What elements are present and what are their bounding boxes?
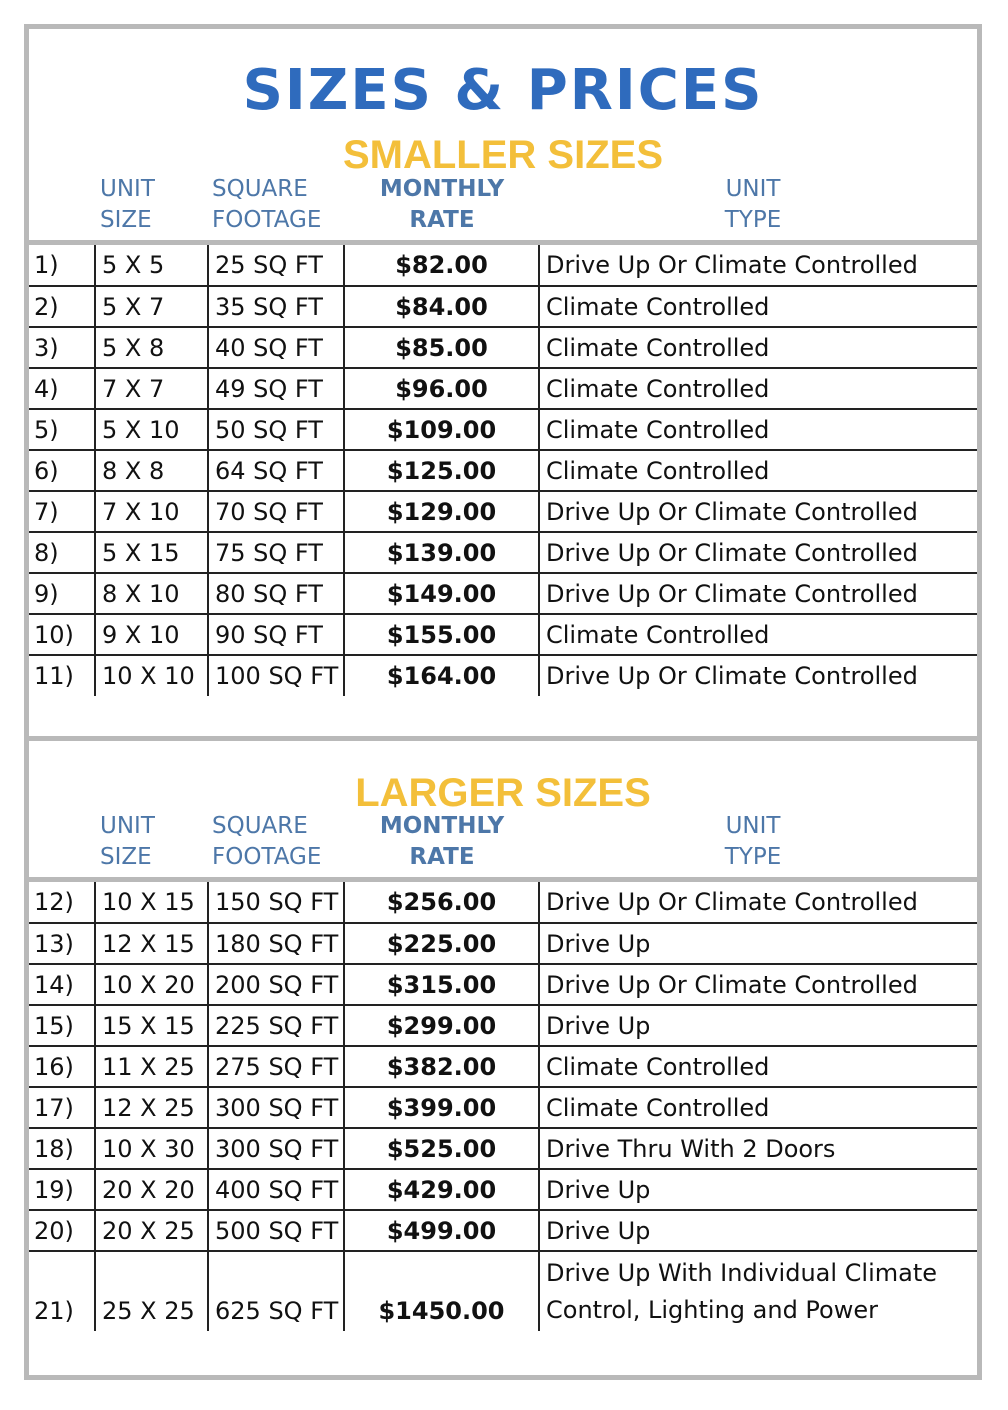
header-monthly-rate: MONTHLY RATE bbox=[379, 176, 505, 233]
monthly-rate-cell: $155.00 bbox=[344, 614, 539, 655]
unit-size-cell: 25 X 25 bbox=[95, 1251, 208, 1331]
header-square-footage: SQUARE FOOTAGE bbox=[212, 176, 322, 233]
unit-type-cell: Drive Up With Individual Climate Control, Lighting and Power bbox=[539, 1251, 977, 1331]
section-divider bbox=[29, 736, 977, 741]
table-row bbox=[29, 245, 977, 286]
square-footage-cell: 275 SQ FT bbox=[208, 1046, 344, 1087]
table-row bbox=[29, 1046, 977, 1087]
unit-size-cell: 11 X 25 bbox=[95, 1046, 208, 1087]
unit-type-cell: Drive Up bbox=[539, 1210, 977, 1251]
unit-type-cell: Climate Controlled bbox=[539, 286, 977, 327]
square-footage-cell: 300 SQ FT bbox=[208, 1087, 344, 1128]
price-sheet bbox=[24, 24, 982, 1380]
row-number: 17) bbox=[29, 1087, 95, 1128]
monthly-rate-cell: $164.00 bbox=[344, 655, 539, 696]
monthly-rate-cell: $525.00 bbox=[344, 1128, 539, 1169]
row-number: 10) bbox=[29, 614, 95, 655]
monthly-rate-cell: $256.00 bbox=[344, 882, 539, 923]
square-footage-cell: 300 SQ FT bbox=[208, 1128, 344, 1169]
square-footage-cell: 625 SQ FT bbox=[208, 1251, 344, 1331]
unit-type-cell: Climate Controlled bbox=[539, 409, 977, 450]
row-number: 20) bbox=[29, 1210, 95, 1251]
unit-size-cell: 5 X 8 bbox=[95, 327, 208, 368]
unit-size-cell: 12 X 25 bbox=[95, 1087, 208, 1128]
header-monthly-rate: MONTHLY RATE bbox=[379, 813, 505, 870]
square-footage-cell: 35 SQ FT bbox=[208, 286, 344, 327]
monthly-rate-cell: $139.00 bbox=[344, 532, 539, 573]
unit-size-cell: 10 X 20 bbox=[95, 964, 208, 1005]
monthly-rate-cell: $125.00 bbox=[344, 450, 539, 491]
row-number: 12) bbox=[29, 882, 95, 923]
square-footage-cell: 50 SQ FT bbox=[208, 409, 344, 450]
table-row bbox=[29, 491, 977, 532]
row-number: 3) bbox=[29, 327, 95, 368]
square-footage-cell: 150 SQ FT bbox=[208, 882, 344, 923]
header-unit-type: UNIT TYPE bbox=[724, 813, 782, 870]
monthly-rate-cell: $225.00 bbox=[344, 923, 539, 964]
monthly-rate-cell: $299.00 bbox=[344, 1005, 539, 1046]
monthly-rate-cell: $382.00 bbox=[344, 1046, 539, 1087]
unit-size-cell: 5 X 15 bbox=[95, 532, 208, 573]
unit-size-cell: 10 X 10 bbox=[95, 655, 208, 696]
unit-type-cell: Drive Thru With 2 Doors bbox=[539, 1128, 977, 1169]
monthly-rate-cell: $109.00 bbox=[344, 409, 539, 450]
row-number: 15) bbox=[29, 1005, 95, 1046]
monthly-rate-cell: $149.00 bbox=[344, 573, 539, 614]
square-footage-cell: 225 SQ FT bbox=[208, 1005, 344, 1046]
table-row bbox=[29, 573, 977, 614]
header-unit-size: UNIT SIZE bbox=[100, 176, 155, 233]
larger-sizes-table bbox=[29, 882, 977, 1331]
row-number: 5) bbox=[29, 409, 95, 450]
row-number: 7) bbox=[29, 491, 95, 532]
unit-type-cell: Drive Up Or Climate Controlled bbox=[539, 964, 977, 1005]
row-number: 18) bbox=[29, 1128, 95, 1169]
square-footage-cell: 180 SQ FT bbox=[208, 923, 344, 964]
row-number: 4) bbox=[29, 368, 95, 409]
monthly-rate-cell: $499.00 bbox=[344, 1210, 539, 1251]
square-footage-cell: 90 SQ FT bbox=[208, 614, 344, 655]
square-footage-cell: 75 SQ FT bbox=[208, 532, 344, 573]
unit-type-cell: Climate Controlled bbox=[539, 614, 977, 655]
table-row bbox=[29, 532, 977, 573]
smaller-sizes-table bbox=[29, 245, 977, 696]
unit-type-cell: Climate Controlled bbox=[539, 1046, 977, 1087]
square-footage-cell: 64 SQ FT bbox=[208, 450, 344, 491]
table-row bbox=[29, 1128, 977, 1169]
header-square-footage: SQUARE FOOTAGE bbox=[212, 813, 322, 870]
unit-size-cell: 8 X 8 bbox=[95, 450, 208, 491]
unit-type-cell: Climate Controlled bbox=[539, 327, 977, 368]
unit-type-cell: Drive Up bbox=[539, 923, 977, 964]
monthly-rate-cell: $96.00 bbox=[344, 368, 539, 409]
table-row bbox=[29, 1005, 977, 1046]
table-row bbox=[29, 882, 977, 923]
unit-type-cell: Drive Up Or Climate Controlled bbox=[539, 532, 977, 573]
table-row bbox=[29, 450, 977, 491]
monthly-rate-cell: $429.00 bbox=[344, 1169, 539, 1210]
row-number: 2) bbox=[29, 286, 95, 327]
monthly-rate-cell: $315.00 bbox=[344, 964, 539, 1005]
table-row bbox=[29, 286, 977, 327]
row-number: 21) bbox=[29, 1251, 95, 1331]
unit-type-cell: Drive Up bbox=[539, 1005, 977, 1046]
unit-size-cell: 20 X 20 bbox=[95, 1169, 208, 1210]
row-number: 14) bbox=[29, 964, 95, 1005]
row-number: 1) bbox=[29, 245, 95, 286]
monthly-rate-cell: $399.00 bbox=[344, 1087, 539, 1128]
table-row bbox=[29, 1169, 977, 1210]
unit-type-cell: Drive Up Or Climate Controlled bbox=[539, 573, 977, 614]
header-unit-type: UNIT TYPE bbox=[724, 176, 782, 233]
row-number: 9) bbox=[29, 573, 95, 614]
unit-size-cell: 15 X 15 bbox=[95, 1005, 208, 1046]
unit-size-cell: 10 X 30 bbox=[95, 1128, 208, 1169]
square-footage-cell: 400 SQ FT bbox=[208, 1169, 344, 1210]
unit-type-cell: Climate Controlled bbox=[539, 450, 977, 491]
table-row bbox=[29, 409, 977, 450]
monthly-rate-cell: $84.00 bbox=[344, 286, 539, 327]
table-row bbox=[29, 614, 977, 655]
unit-type-cell: Drive Up Or Climate Controlled bbox=[539, 882, 977, 923]
monthly-rate-cell: $1450.00 bbox=[344, 1251, 539, 1331]
square-footage-cell: 100 SQ FT bbox=[208, 655, 344, 696]
square-footage-cell: 500 SQ FT bbox=[208, 1210, 344, 1251]
table-row bbox=[29, 964, 977, 1005]
unit-size-cell: 5 X 7 bbox=[95, 286, 208, 327]
row-number: 13) bbox=[29, 923, 95, 964]
table-row bbox=[29, 655, 977, 696]
header-unit-size: UNIT SIZE bbox=[100, 813, 155, 870]
unit-size-cell: 5 X 5 bbox=[95, 245, 208, 286]
unit-type-cell: Drive Up Or Climate Controlled bbox=[539, 245, 977, 286]
unit-size-cell: 7 X 7 bbox=[95, 368, 208, 409]
monthly-rate-cell: $82.00 bbox=[344, 245, 539, 286]
square-footage-cell: 40 SQ FT bbox=[208, 327, 344, 368]
square-footage-cell: 80 SQ FT bbox=[208, 573, 344, 614]
unit-type-cell: Drive Up Or Climate Controlled bbox=[539, 491, 977, 532]
table-row bbox=[29, 327, 977, 368]
square-footage-cell: 70 SQ FT bbox=[208, 491, 344, 532]
unit-size-cell: 5 X 10 bbox=[95, 409, 208, 450]
square-footage-cell: 200 SQ FT bbox=[208, 964, 344, 1005]
row-number: 19) bbox=[29, 1169, 95, 1210]
page-title: SIZES & PRICES bbox=[242, 58, 764, 123]
table-row bbox=[29, 1210, 977, 1251]
monthly-rate-cell: $129.00 bbox=[344, 491, 539, 532]
unit-type-cell: Drive Up bbox=[539, 1169, 977, 1210]
table-row bbox=[29, 368, 977, 409]
table-row bbox=[29, 1251, 977, 1331]
row-number: 6) bbox=[29, 450, 95, 491]
unit-size-cell: 10 X 15 bbox=[95, 882, 208, 923]
square-footage-cell: 25 SQ FT bbox=[208, 245, 344, 286]
unit-size-cell: 12 X 15 bbox=[95, 923, 208, 964]
monthly-rate-cell: $85.00 bbox=[344, 327, 539, 368]
unit-size-cell: 20 X 25 bbox=[95, 1210, 208, 1251]
table-row bbox=[29, 1087, 977, 1128]
larger-sizes-heading: LARGER SIZES bbox=[355, 771, 651, 815]
unit-type-cell: Climate Controlled bbox=[539, 1087, 977, 1128]
unit-size-cell: 9 X 10 bbox=[95, 614, 208, 655]
row-number: 16) bbox=[29, 1046, 95, 1087]
unit-type-cell: Drive Up Or Climate Controlled bbox=[539, 655, 977, 696]
unit-type-cell: Climate Controlled bbox=[539, 368, 977, 409]
table-row bbox=[29, 923, 977, 964]
row-number: 8) bbox=[29, 532, 95, 573]
unit-size-cell: 7 X 10 bbox=[95, 491, 208, 532]
smaller-sizes-heading: SMALLER SIZES bbox=[342, 133, 664, 177]
unit-size-cell: 8 X 10 bbox=[95, 573, 208, 614]
row-number: 11) bbox=[29, 655, 95, 696]
square-footage-cell: 49 SQ FT bbox=[208, 368, 344, 409]
